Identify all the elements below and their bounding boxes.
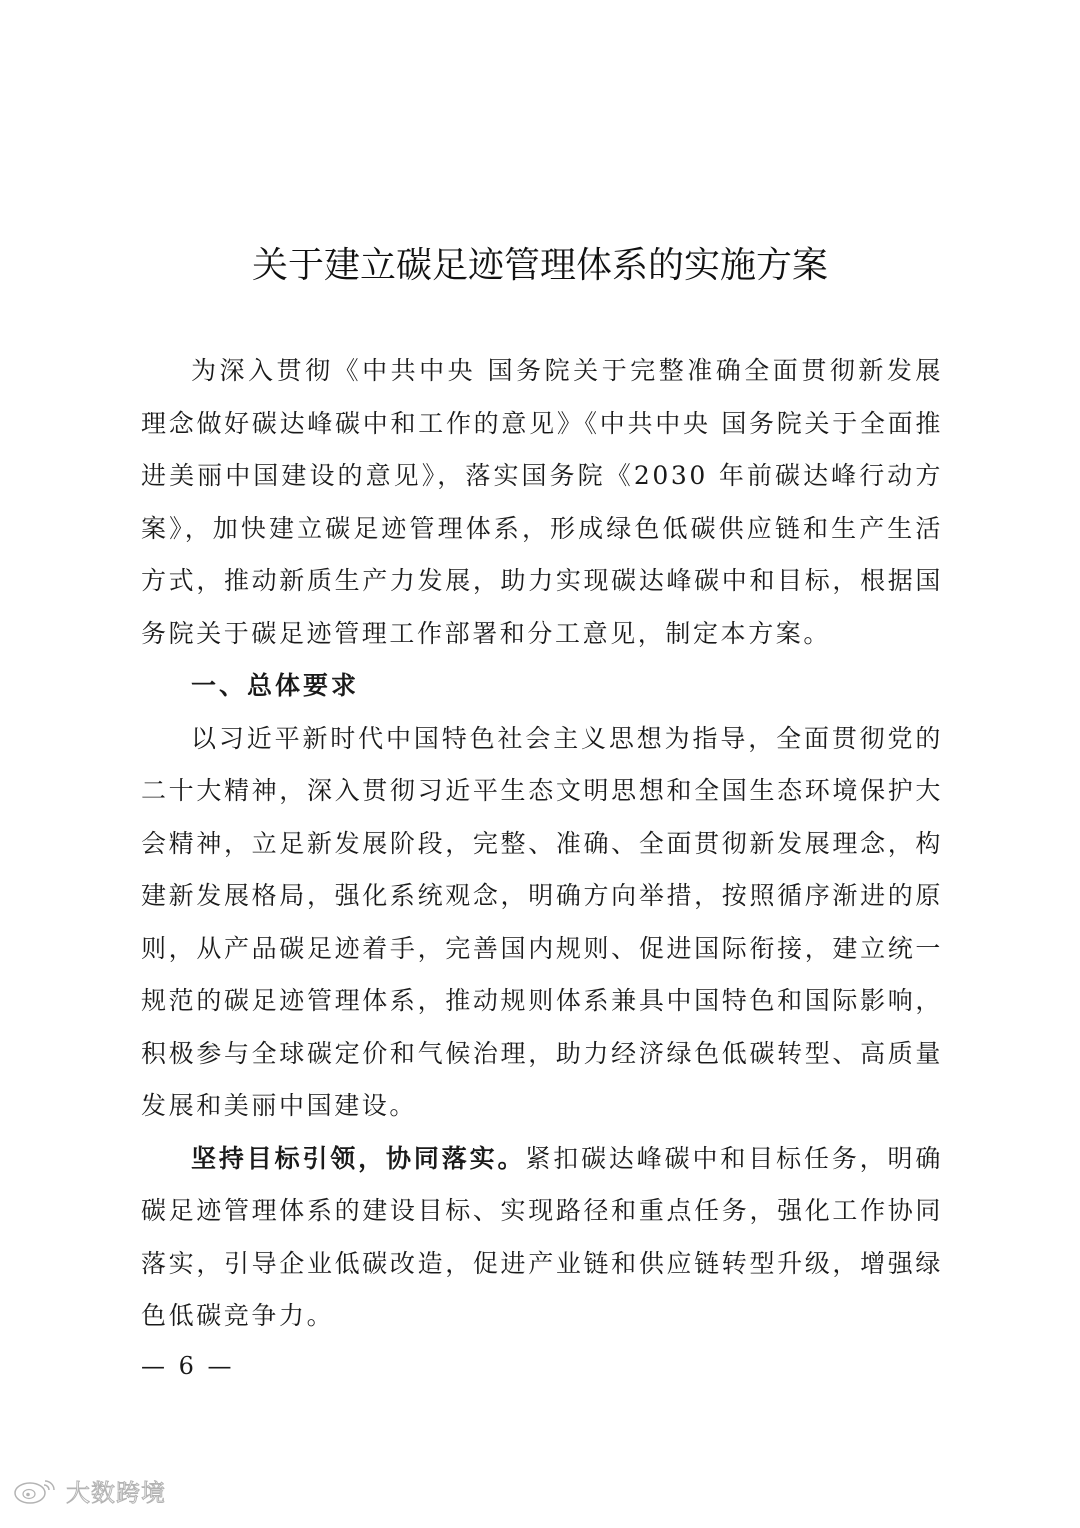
watermark-text: 大数跨境 (66, 1478, 166, 1507)
principle-lead: 坚持目标引领，协同落实。 (191, 1143, 526, 1173)
page-number: — 6 — (141, 1352, 235, 1380)
principle-body: 紧扣碳达峰碳中和目标任务，明确碳足迹管理体系的建设目标、实现路径和重点任务，强化工作协同落实，引导企业低碳改造，促进产业链和供应链转型升级，增强绿色低碳竞争力。 (141, 1143, 943, 1330)
intro-paragraph: 为深入贯彻《中共中央 国务院关于完整准确全面贯彻新发展理念做好碳达峰碳中和工作的意见》《中共中央 国务院关于全面推进美丽中国建设的意见》，落实国务院《2030 年前碳达峰行动方案》，加快建立碳足迹管理体系，形成绿色低碳供应链和生产生活方式，推动新质生产力发展，助力实现碳达峰碳中和目标，根据国务院关于碳足迹管理工作部署和分工意见，制定本方案。 (141, 356, 943, 648)
section-paragraph: 以习近平新时代中国特色社会主义思想为指导，全面贯彻党的二十大精神，深入贯彻习近平生态文明思想和全国生态环境保护大会精神，立足新发展阶段，完整、准确、全面贯彻新发展理念，构建新发展格局，强化系统观念，明确方向举措，按照循序渐进的原则，从产品碳足迹着手，完善国内规则、促进国际衔接，建立统一规范的碳足迹管理体系，推动规则体系兼具中国特色和国际影响，积极参与全球碳定价和气候治理，助力经济绿色低碳转型、高质量发展和美丽中国建设。 (141, 723, 943, 1120)
principle-paragraph (141, 1133, 943, 1343)
document-body (141, 345, 943, 1343)
watermark (12, 1470, 166, 1510)
weibo-logo-icon (12, 1475, 60, 1505)
document-title: 关于建立碳足迹管理体系的实施方案 (251, 245, 828, 286)
section-heading: 一、总体要求 (191, 671, 360, 700)
